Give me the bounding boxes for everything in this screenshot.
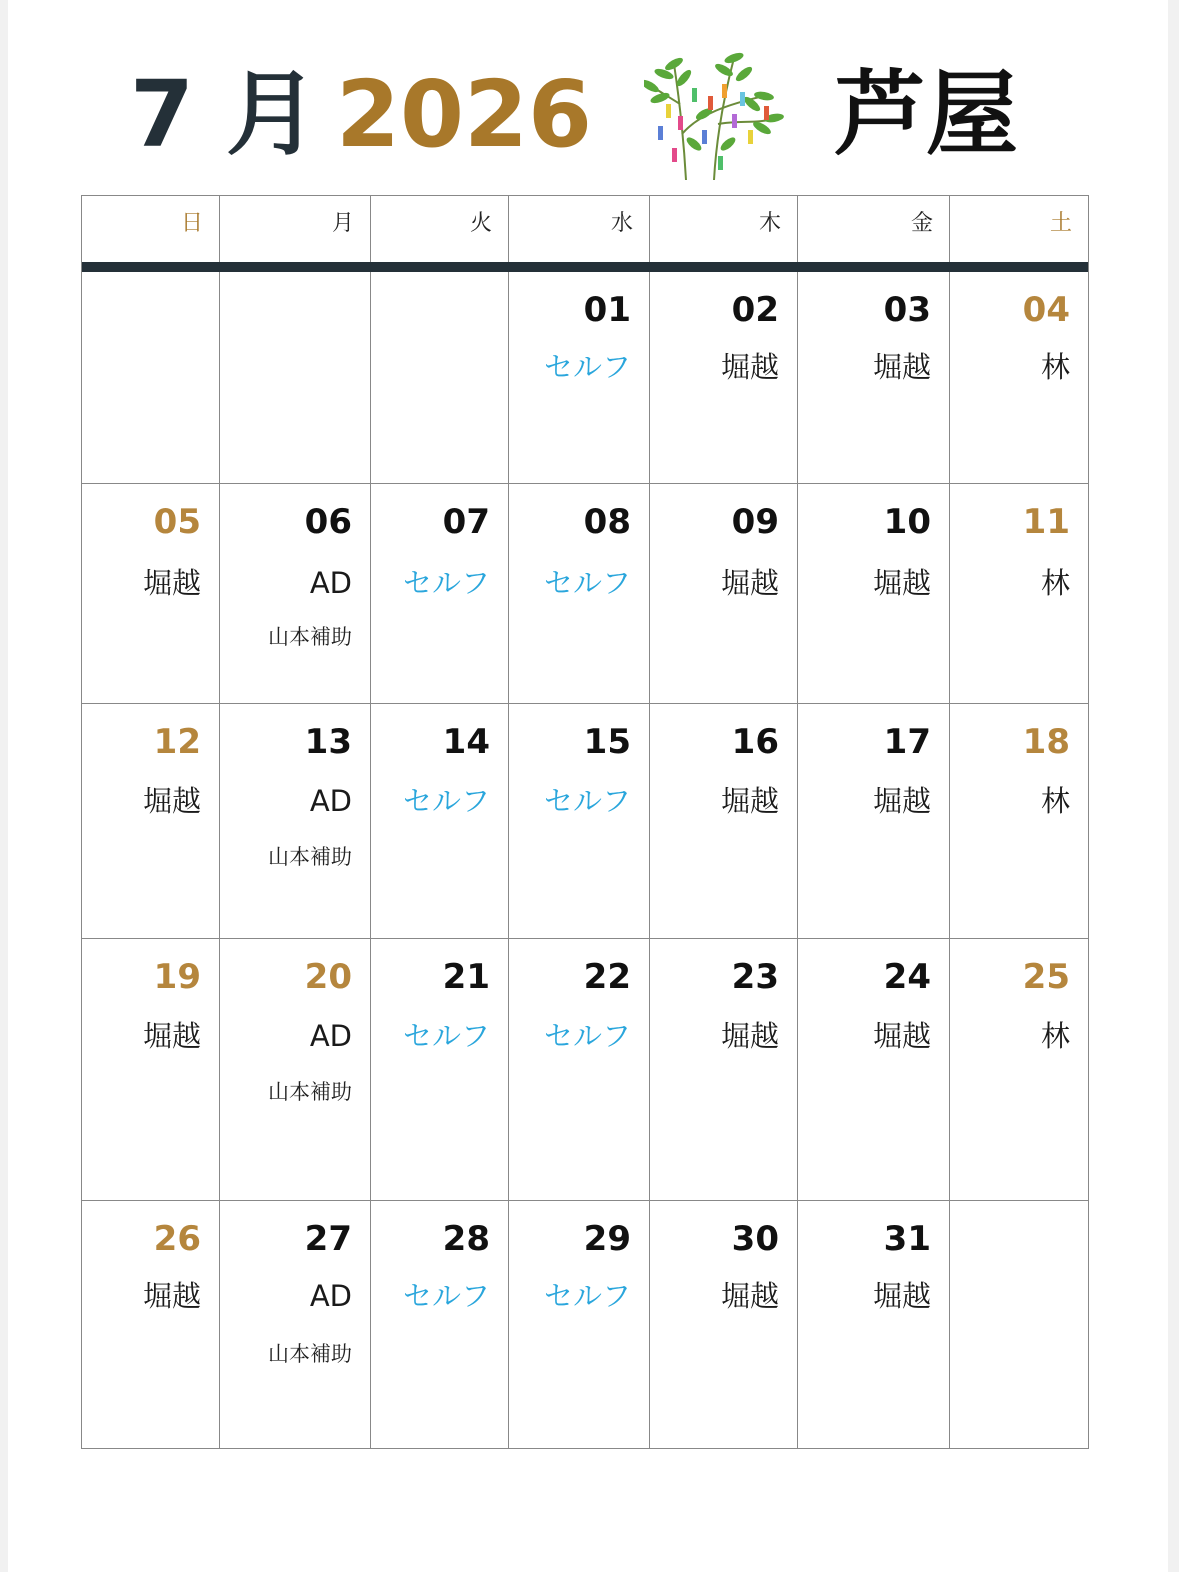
staff-name: 堀越 — [872, 1019, 931, 1053]
day-number: 08 — [583, 502, 631, 542]
day-number: 01 — [583, 290, 631, 330]
day-cell — [798, 484, 950, 703]
day-cell — [950, 939, 1088, 1200]
day-number: 23 — [731, 957, 779, 997]
staff-name: セルフ — [543, 784, 631, 818]
week-row — [82, 483, 1088, 703]
day-cell — [798, 272, 950, 483]
header-divider — [82, 262, 1088, 272]
tanabata-bamboo-icon — [644, 44, 784, 184]
staff-name: セルフ — [402, 1019, 490, 1053]
day-cell — [509, 484, 650, 703]
day-cell — [220, 704, 371, 938]
day-cell — [371, 1201, 509, 1448]
day-number: 20 — [304, 957, 352, 997]
staff-name: 堀越 — [720, 566, 779, 600]
day-cell — [82, 939, 220, 1200]
day-cell — [371, 939, 509, 1200]
day-cell — [220, 1201, 371, 1448]
day-number: 07 — [442, 502, 490, 542]
day-number: 18 — [1022, 722, 1070, 762]
staff-name: セルフ — [543, 1279, 631, 1313]
day-number: 21 — [442, 957, 490, 997]
staff-name: AD — [309, 566, 352, 600]
day-cell — [950, 484, 1088, 703]
day-number: 31 — [883, 1219, 931, 1259]
day-cell — [220, 939, 371, 1200]
week-row — [82, 1200, 1088, 1448]
staff-name: 堀越 — [720, 784, 779, 818]
assistant-note: 山本補助 — [268, 845, 352, 869]
staff-name: 林 — [1040, 784, 1070, 818]
week-row — [82, 272, 1088, 483]
staff-name: 堀越 — [142, 784, 201, 818]
day-number: 11 — [1022, 502, 1070, 542]
day-cell — [798, 939, 950, 1200]
day-number: 06 — [304, 502, 352, 542]
staff-name: セルフ — [402, 1279, 490, 1313]
day-number: 29 — [583, 1219, 631, 1259]
day-number: 05 — [153, 502, 201, 542]
day-number: 04 — [1022, 290, 1070, 330]
day-number: 16 — [731, 722, 779, 762]
weekday-label: 金 — [798, 196, 950, 262]
day-cell — [371, 484, 509, 703]
staff-name: 堀越 — [142, 1019, 201, 1053]
day-number: 25 — [1022, 957, 1070, 997]
calendar-page — [8, 0, 1168, 1572]
week-row — [82, 703, 1088, 938]
staff-name: 堀越 — [720, 1019, 779, 1053]
day-cell — [650, 272, 798, 483]
day-cell — [82, 704, 220, 938]
day-cell — [220, 484, 371, 703]
day-cell — [82, 1201, 220, 1448]
staff-name: 堀越 — [720, 350, 779, 384]
day-number: 12 — [153, 722, 201, 762]
weekday-label: 土 — [1049, 211, 1072, 236]
assistant-note: 山本補助 — [268, 1080, 352, 1104]
staff-name: 林 — [1040, 566, 1070, 600]
day-number: 10 — [883, 502, 931, 542]
staff-name: AD — [309, 784, 352, 818]
staff-name: 堀越 — [872, 784, 931, 818]
staff-name: AD — [309, 1019, 352, 1053]
weekday-header-row — [82, 196, 1088, 262]
staff-name: セルフ — [402, 784, 490, 818]
day-cell — [509, 704, 650, 938]
day-cell — [509, 272, 650, 483]
day-number: 15 — [583, 722, 631, 762]
staff-name: セルフ — [543, 566, 631, 600]
day-number: 02 — [731, 290, 779, 330]
staff-name: 堀越 — [142, 1279, 201, 1313]
day-cell — [650, 939, 798, 1200]
weekday-label: 日 — [82, 196, 220, 262]
calendar-grid — [81, 195, 1089, 1449]
day-cell — [509, 1201, 650, 1448]
day-number: 26 — [153, 1219, 201, 1259]
staff-name: セルフ — [402, 566, 490, 600]
day-number: 14 — [442, 722, 490, 762]
staff-name: セルフ — [543, 350, 631, 384]
weekday-label: 月 — [220, 196, 371, 262]
calendar-header — [8, 0, 1168, 190]
day-cell — [650, 1201, 798, 1448]
day-cell — [950, 704, 1088, 938]
day-cell — [220, 272, 371, 483]
title-month: 7 月 — [130, 61, 319, 168]
day-cell — [371, 704, 509, 938]
day-number: 28 — [442, 1219, 490, 1259]
staff-name: 堀越 — [872, 1279, 931, 1313]
day-cell — [950, 1201, 1088, 1448]
weekday-label: 火 — [371, 196, 509, 262]
staff-name: 堀越 — [872, 350, 931, 384]
weekday-label: 水 — [509, 196, 650, 262]
day-number: 30 — [731, 1219, 779, 1259]
week-row — [82, 938, 1088, 1200]
day-number: 22 — [583, 957, 631, 997]
staff-name: 林 — [1040, 350, 1070, 384]
day-cell — [371, 272, 509, 483]
staff-name: 堀越 — [872, 566, 931, 600]
weekday-label: 木 — [650, 196, 798, 262]
day-number: 09 — [731, 502, 779, 542]
day-number: 24 — [883, 957, 931, 997]
day-cell — [650, 484, 798, 703]
assistant-note: 山本補助 — [268, 1342, 352, 1366]
day-number: 03 — [883, 290, 931, 330]
day-cell — [650, 704, 798, 938]
staff-name: 林 — [1040, 1019, 1070, 1053]
day-number: 17 — [883, 722, 931, 762]
title-year: 2026 — [336, 61, 593, 168]
day-cell — [82, 272, 220, 483]
day-cell — [509, 939, 650, 1200]
staff-name: 堀越 — [142, 566, 201, 600]
day-cell — [82, 484, 220, 703]
assistant-note: 山本補助 — [268, 625, 352, 649]
staff-name: セルフ — [543, 1019, 631, 1053]
day-cell — [950, 272, 1088, 483]
staff-name: 堀越 — [720, 1279, 779, 1313]
title-place: 芦屋 — [834, 61, 1019, 168]
day-number: 27 — [304, 1219, 352, 1259]
day-number: 19 — [153, 957, 201, 997]
staff-name: AD — [309, 1279, 352, 1313]
day-cell — [798, 1201, 950, 1448]
day-cell — [798, 704, 950, 938]
day-number: 13 — [304, 722, 352, 762]
